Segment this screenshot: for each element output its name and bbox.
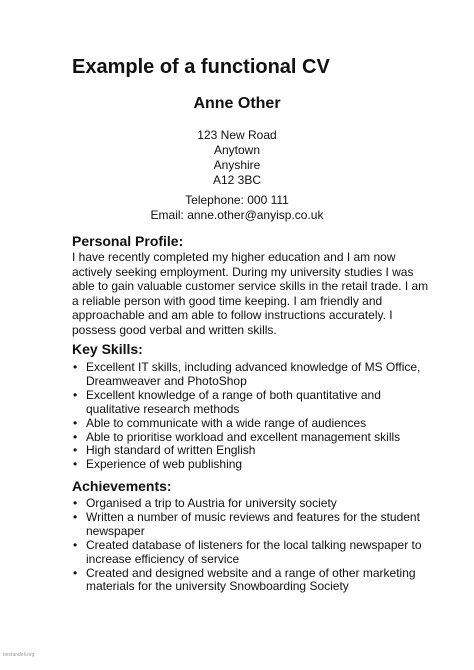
profile-heading: Personal Profile: [72, 233, 184, 249]
document-title: Example of a functional CV [72, 56, 330, 78]
list-item-line: increase efficiency of service [86, 551, 240, 566]
list-item-line: High standard of written English [86, 443, 256, 458]
profile-line: actively seeking employment. During my university studies I was [72, 264, 414, 279]
profile-line: a reliable person with good time keeping. I am friendly and [72, 293, 383, 308]
achievements-list [72, 497, 422, 594]
bullet-icon: • [73, 496, 78, 510]
list-item-line: Experience of web publishing [86, 457, 243, 472]
list-item-line: Excellent IT skills, including advanced knowledge of MS Office, [86, 360, 421, 374]
list-item-line: Able to communicate with a wide range of audiences [86, 415, 367, 430]
profile-line: possess good verbal and written skills. [72, 322, 277, 337]
list-item [72, 431, 420, 445]
bullet-icon: • [73, 565, 78, 580]
list-item [72, 539, 422, 567]
contact-block [0, 193, 474, 223]
list-item [72, 417, 420, 431]
list-item [72, 511, 422, 539]
bullet-icon: • [73, 443, 78, 458]
watermark: bestandeli.org [3, 652, 35, 658]
skills-heading: Key Skills: [72, 341, 143, 357]
profile-line: I have recently completed my higher education and I am now [72, 250, 396, 264]
list-item-line: newspaper [86, 523, 145, 538]
list-item [72, 497, 422, 511]
profile-line: able to gain valuable customer service skills in the retail trade. I am [72, 279, 429, 294]
bullet-icon: • [73, 360, 78, 374]
list-item-line: Excellent knowledge of a range of both quantitative and [86, 387, 381, 402]
bullet-icon: • [73, 509, 78, 524]
bullet-icon: • [73, 537, 78, 552]
list-item-line: Organised a trip to Austria for university society [86, 496, 337, 510]
achievements-heading: Achievements: [72, 478, 172, 494]
address-line: 123 New Road [197, 128, 277, 142]
list-item [72, 389, 420, 417]
candidate-name: Anne Other [193, 95, 281, 112]
bullet-icon: • [73, 415, 78, 430]
address-line: A12 3BC [212, 173, 262, 187]
bullet-icon: • [73, 387, 78, 402]
list-item-line: Dreamweaver and PhotoShop [86, 373, 247, 388]
list-item [72, 361, 420, 389]
list-item-line: Created database of listeners for the local talking newspaper to [86, 537, 422, 552]
address-line: Anyshire [213, 158, 261, 172]
list-item-line: materials for the university Snowboarding Society [86, 579, 349, 594]
list-item [72, 444, 420, 458]
list-item-line: Able to prioritise workload and excellent management skills [86, 429, 401, 444]
bullet-icon: • [73, 457, 78, 472]
address-block [0, 128, 474, 188]
address-line: Anytown [213, 143, 261, 157]
email-line: Email: anne.other@anyisp.co.uk [150, 208, 324, 222]
list-item-line: qualitative research methods [86, 401, 240, 416]
telephone-line: Telephone: 000 111 [185, 193, 289, 207]
profile-line: approachable and am able to follow instructions accurately. I [72, 308, 393, 323]
list-item [72, 458, 420, 472]
bullet-icon: • [73, 429, 78, 444]
list-item [72, 567, 422, 595]
list-item-line: Created and designed website and a range of other marketing [86, 565, 416, 580]
skills-list [72, 361, 420, 472]
list-item-line: Written a number of music reviews and features for the student [86, 509, 420, 524]
profile-paragraph [72, 250, 428, 338]
